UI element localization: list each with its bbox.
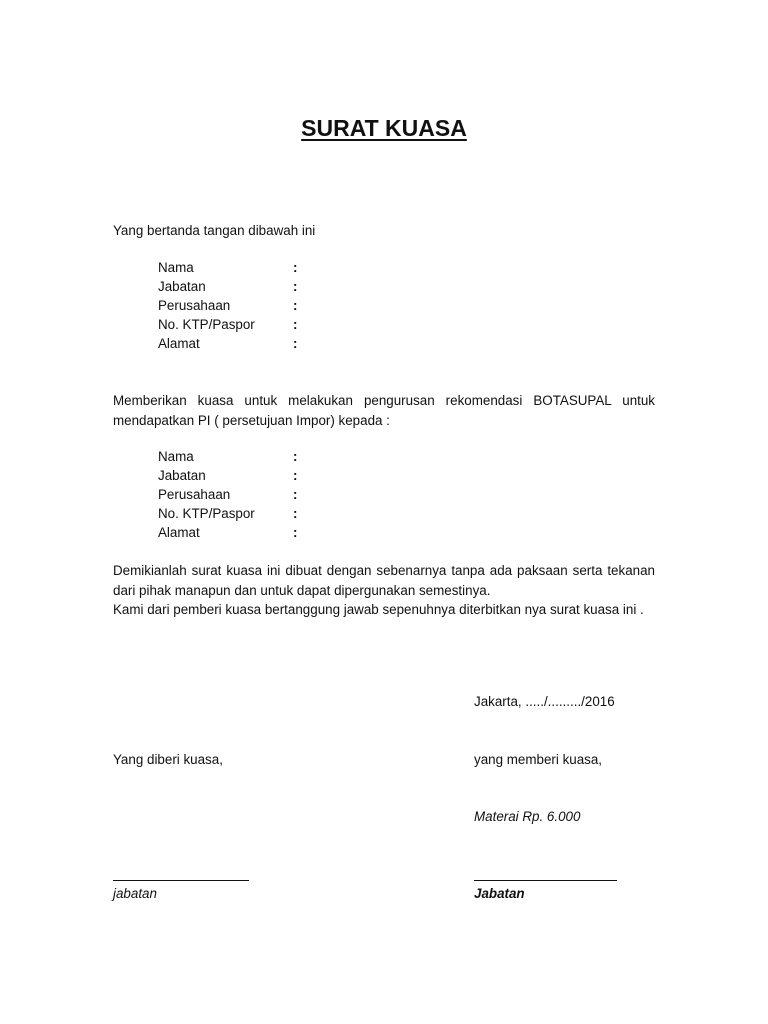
- intro-text: Yang bertanda tangan dibawah ini: [113, 223, 316, 238]
- title-text: SURAT KUASA: [301, 115, 467, 141]
- grantee-label: Yang diberi kuasa,: [113, 752, 223, 767]
- grantee-fields: [158, 447, 358, 542]
- grantor-field-row: [158, 277, 358, 296]
- field-label: Alamat: [158, 336, 200, 352]
- grantee-field-row: [158, 485, 358, 504]
- grantor-label: yang memberi kuasa,: [474, 752, 603, 767]
- document-title: [0, 113, 768, 143]
- field-colon: :: [293, 506, 298, 522]
- closing-paragraph-2: Kami dari pemberi kuasa bertanggung jawab sepenuhnya diterbitkan nya surat kuasa ini .: [113, 602, 644, 617]
- field-label: No. KTP/Paspor: [158, 506, 255, 522]
- field-colon: :: [293, 317, 298, 333]
- left-signature-title: jabatan: [113, 886, 157, 901]
- right-signature-line: [474, 880, 617, 881]
- field-label: Nama: [158, 449, 194, 464]
- field-colon: :: [293, 525, 298, 541]
- field-label: Perusahaan: [158, 298, 231, 314]
- stamp-note: Materai Rp. 6.000: [474, 809, 581, 824]
- field-label: Perusahaan: [158, 487, 231, 503]
- grantor-field-row: [158, 258, 358, 277]
- grantor-field-row: [158, 296, 358, 315]
- place-date: Jakarta, ...../........./2016: [474, 694, 615, 709]
- field-colon: :: [293, 260, 298, 275]
- field-label: Alamat: [158, 525, 200, 541]
- grantee-field-row: [158, 447, 358, 466]
- grantor-fields: [158, 258, 358, 353]
- grantee-field-row: [158, 504, 358, 523]
- field-label: Nama: [158, 260, 194, 275]
- left-signature-line: [113, 880, 249, 881]
- grantor-field-row: [158, 334, 358, 353]
- closing-paragraph-1: Demikianlah surat kuasa ini dibuat dengan sebenarnya tanpa ada paksaan serta tekanan dari pihak manapun dan untuk dapat dipergunakan semestinya.: [113, 563, 655, 598]
- field-colon: :: [293, 298, 298, 314]
- field-colon: :: [293, 336, 298, 352]
- field-label: Jabatan: [158, 468, 206, 484]
- field-colon: :: [293, 279, 298, 295]
- field-colon: :: [293, 468, 298, 484]
- purpose-paragraph: Memberikan kuasa untuk melakukan pengurusan rekomendasi BOTASUPAL untuk mendapatkan PI ( persetujuan Impor) kepada :: [113, 393, 655, 428]
- field-label: Jabatan: [158, 279, 206, 295]
- field-label: No. KTP/Paspor: [158, 317, 255, 333]
- field-colon: :: [293, 487, 298, 503]
- grantor-field-row: [158, 315, 358, 334]
- field-colon: :: [293, 449, 298, 464]
- right-signature-title: Jabatan: [474, 886, 525, 901]
- grantee-field-row: [158, 466, 358, 485]
- grantee-field-row: [158, 523, 358, 542]
